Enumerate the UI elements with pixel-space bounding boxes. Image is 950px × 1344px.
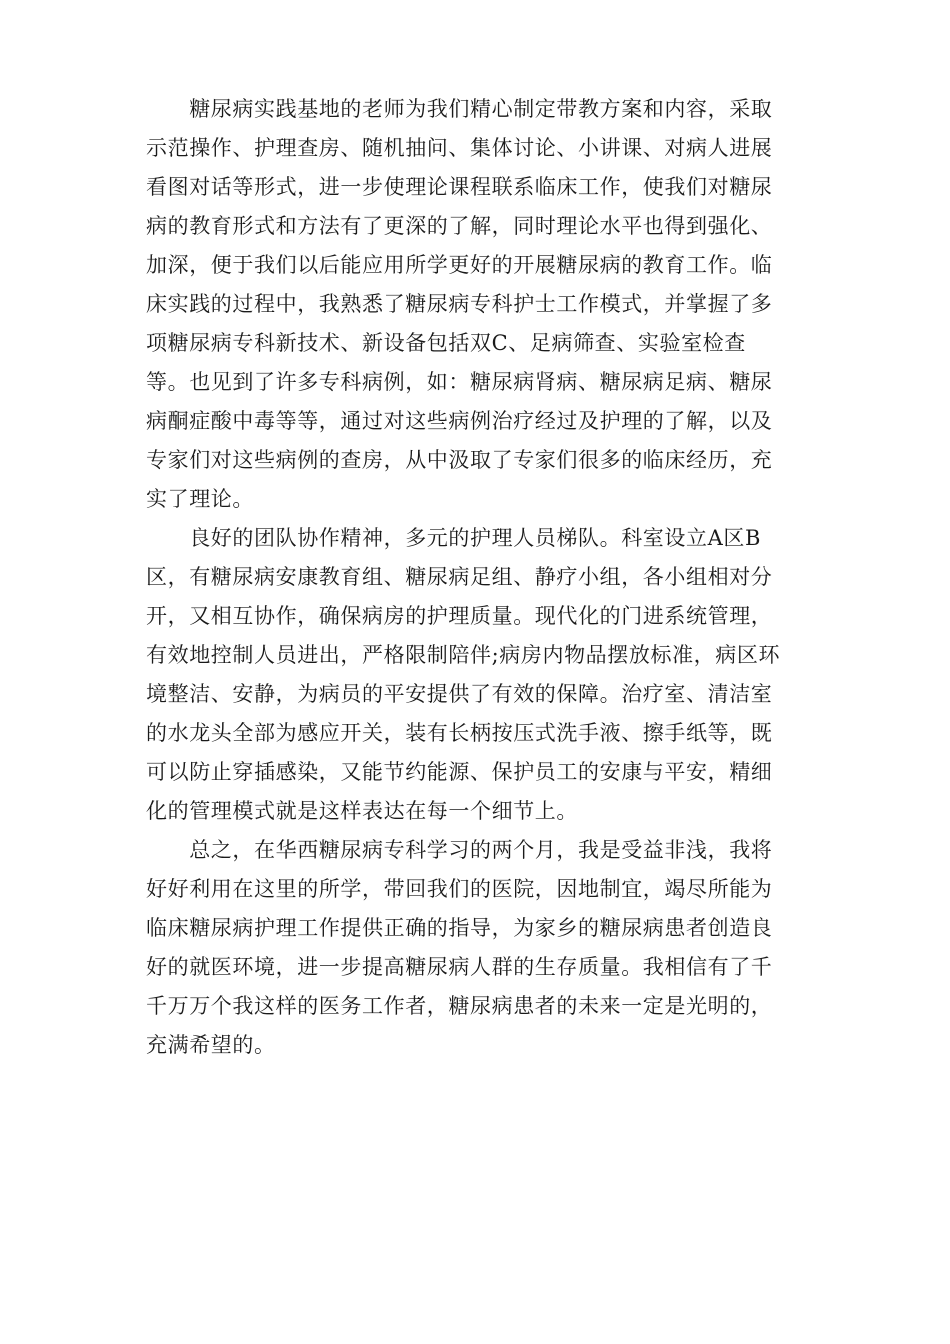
paragraph-3	[146, 831, 806, 1065]
paragraph-line: 看图对话等形式，进一步使理论课程联系临床工作，使我们对糖尿	[146, 175, 773, 199]
paragraph-2	[146, 519, 806, 831]
paragraph-line: 糖尿病实践基地的老师为我们精心制定带教方案和内容，采取	[146, 97, 773, 121]
paragraph-line: 总之，在华西糖尿病专科学习的两个月，我是受益非浅，我将	[146, 838, 773, 862]
paragraph-line: 的水龙头全部为感应开关，装有长柄按压式洗手液、擦手纸等，既	[146, 721, 773, 745]
paragraph-line: 良好的团队协作精神，多元的护理人员梯队。科室设立A区B	[146, 526, 761, 550]
paragraph-line: 专家们对这些病例的查房，从中汲取了专家们很多的临床经历，充	[146, 448, 773, 472]
paragraph-line: 开，又相互协作，确保病房的护理质量。现代化的门进系统管理，	[146, 604, 773, 628]
paragraph-line: 好好利用在这里的所学，带回我们的医院，因地制宜，竭尽所能为	[146, 877, 773, 901]
document-body	[146, 90, 806, 1065]
paragraph-1	[146, 90, 806, 519]
paragraph-line: 千万万个我这样的医务工作者，糖尿病患者的未来一定是光明的，	[146, 994, 773, 1018]
paragraph-line: 化的管理模式就是这样表达在每一个细节上。	[146, 799, 578, 823]
paragraph-line: 等。也见到了许多专科病例，如：糖尿病肾病、糖尿病足病、糖尿	[146, 370, 773, 394]
paragraph-line: 充满希望的。	[146, 1033, 276, 1057]
paragraph-line: 床实践的过程中，我熟悉了糖尿病专科护士工作模式，并掌握了多	[146, 292, 773, 316]
paragraph-line: 境整洁、安静，为病员的平安提供了有效的保障。治疗室、清洁室	[146, 682, 773, 706]
paragraph-line: 有效地控制人员进出，严格限制陪伴;病房内物品摆放标准，病区环	[146, 643, 781, 667]
paragraph-line: 可以防止穿插感染，又能节约能源、保护员工的安康与平安，精细	[146, 760, 773, 784]
paragraph-line: 实了理论。	[146, 487, 254, 511]
paragraph-line: 区，有糖尿病安康教育组、糖尿病足组、静疗小组，各小组相对分	[146, 565, 773, 589]
paragraph-line: 项糖尿病专科新技术、新设备包括双C、足病筛查、实验室检查	[146, 331, 746, 355]
paragraph-line: 加深，便于我们以后能应用所学更好的开展糖尿病的教育工作。临	[146, 253, 773, 277]
paragraph-line: 好的就医环境，进一步提高糖尿病人群的生存质量。我相信有了千	[146, 955, 773, 979]
paragraph-line: 示范操作、护理查房、随机抽问、集体讨论、小讲课、对病人进展	[146, 136, 773, 160]
paragraph-line: 病酮症酸中毒等等，通过对这些病例治疗经过及护理的了解，以及	[146, 409, 773, 433]
paragraph-line: 病的教育形式和方法有了更深的了解，同时理论水平也得到强化、	[146, 214, 773, 238]
paragraph-line: 临床糖尿病护理工作提供正确的指导，为家乡的糖尿病患者创造良	[146, 916, 773, 940]
